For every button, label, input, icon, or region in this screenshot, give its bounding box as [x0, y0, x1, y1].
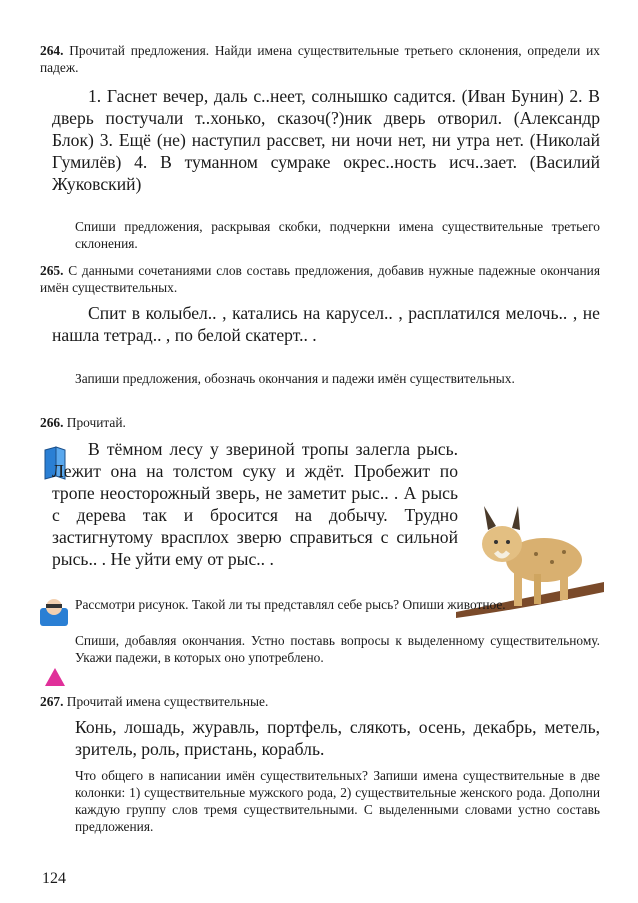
- exercise-266-hint: Рассмотри рисунок. Такой ли ты представлял себе рысь? Опиши животное.: [75, 597, 506, 612]
- exercise-number: 265.: [40, 263, 64, 278]
- exercise-number: 264.: [40, 43, 64, 58]
- triangle-icon: [44, 667, 66, 687]
- exercise-265-instruction: Запиши предложения, обозначь окончания и падежи имён существительных.: [75, 371, 515, 386]
- task-text: Прочитай предложения. Найди имена существительные третьего склонения, определи их падеж.: [40, 43, 600, 75]
- exercise-265-task: [40, 262, 600, 296]
- exercise-264-text: 1. Гаснет вечер, даль с..неет, солнышко садится. (Иван Бунин) 2. В дверь постучали т..хонько, сказоч(?)ник дверь отворил. (Александр Блок) 3. Ещё (не) наступил рассвет, ни ночи нет, ни утра нет. (Николай Гумилёв) 4. В туманном сумраке окрес..ность исч..зает. (Василий Жуковский): [52, 86, 600, 194]
- exercise-267-words: Конь, лошадь, журавль, портфель, слякоть, осень, декабрь, метель, зритель, роль, пристань, корабль.: [75, 717, 600, 759]
- lynx-story-text: В тёмном лесу у звериной тропы залегла рысь. Лежит она на толстом суку и ждёт. Пробежит по тропе неосторожный зверь, не заметит рыс.. . А рысь с дерева так и бросится на добычу. Трудно застигнутому врасплох зверю справиться с сильной рысь.. . Не уйти ему от рыс.. .: [52, 439, 458, 569]
- exercise-264-instruction: Спиши предложения, раскрывая скобки, подчеркни имена существительные третьего склонения.: [75, 219, 600, 251]
- exercise-264-task: [40, 42, 600, 76]
- student-icon: [38, 596, 70, 626]
- task-text: Прочитай имена существительные.: [66, 694, 269, 709]
- exercise-number: 267.: [40, 694, 64, 709]
- exercise-267-questions: Что общего в написании имён существительных? Запиши имена существительные в две колонки: 1) существительные мужского рода, 2) существительные женского рода. Дополни каждую группу слов тремя существительными. С выделенными словами устно составь предложения.: [75, 768, 600, 834]
- page-number: 124: [42, 870, 66, 887]
- exercise-number: 266.: [40, 415, 64, 430]
- task-text: Прочитай.: [66, 415, 126, 430]
- exercise-266-instruction: Спиши, добавляя окончания. Устно поставь вопросы к выделенному существительному. Укажи падежи, в которых оно употреблено.: [75, 633, 600, 665]
- task-text: С данными сочетаниями слов составь предложения, добавив нужные падежные окончания имён существительных.: [40, 263, 600, 295]
- exercise-265-text: Спит в колыбел.. , катались на карусел.. , расплатился мелочь.. , не нашла тетрад.. , по белой скатерт.. .: [52, 303, 600, 345]
- exercise-267-task: [40, 693, 600, 710]
- exercise-266-task: [40, 414, 600, 431]
